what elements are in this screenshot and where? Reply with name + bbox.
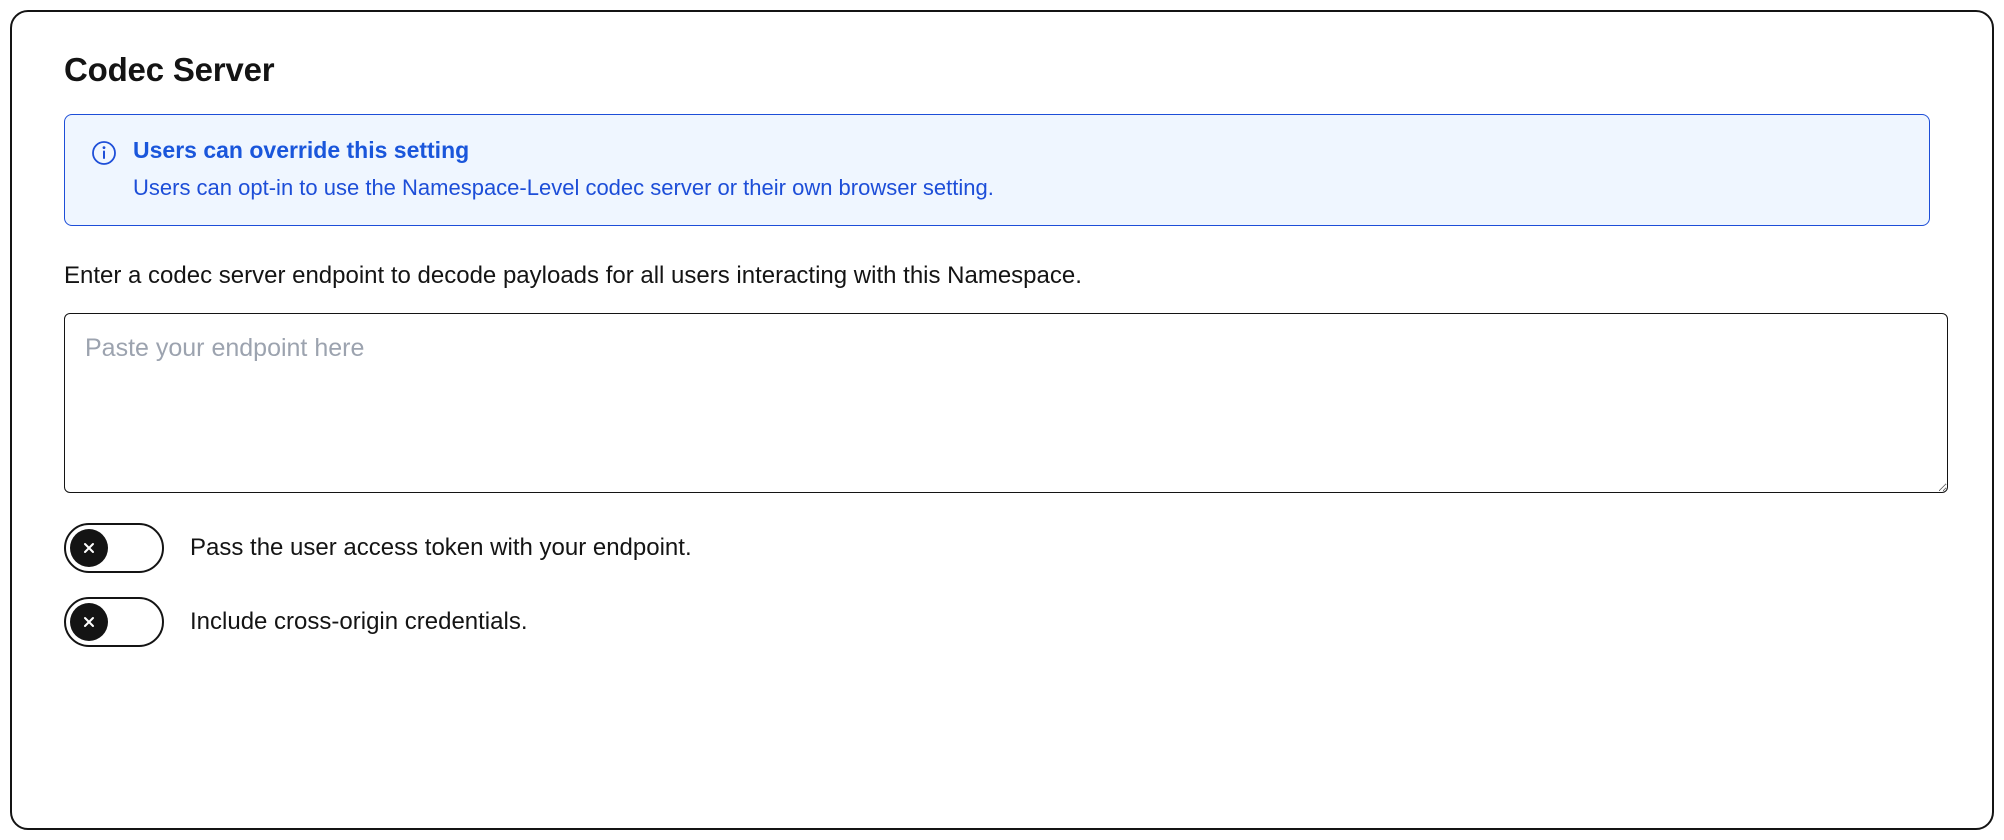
include-cross-origin-toggle[interactable]	[64, 597, 164, 647]
close-x-icon	[70, 529, 108, 567]
toggle-row-cross-origin	[64, 597, 1946, 647]
callout-body: Users can opt-in to use the Namespace-Level codec server or their own browser setting.	[133, 174, 994, 200]
include-cross-origin-label: Include cross-origin credentials.	[190, 608, 528, 636]
callout-title: Users can override this setting	[133, 137, 470, 164]
page-title: Codec Server	[64, 51, 275, 88]
close-x-icon	[70, 603, 108, 641]
codec-server-card	[10, 10, 1994, 830]
info-circle-icon	[91, 140, 117, 166]
override-setting-callout	[64, 114, 1930, 226]
pass-access-token-label: Pass the user access token with your endpoint.	[190, 534, 692, 562]
toggle-row-access-token	[64, 523, 1946, 573]
pass-access-token-toggle[interactable]	[64, 523, 164, 573]
codec-endpoint-input[interactable]	[64, 313, 1948, 493]
endpoint-description: Enter a codec server endpoint to decode payloads for all users interacting with this Namespace.	[64, 262, 1082, 290]
